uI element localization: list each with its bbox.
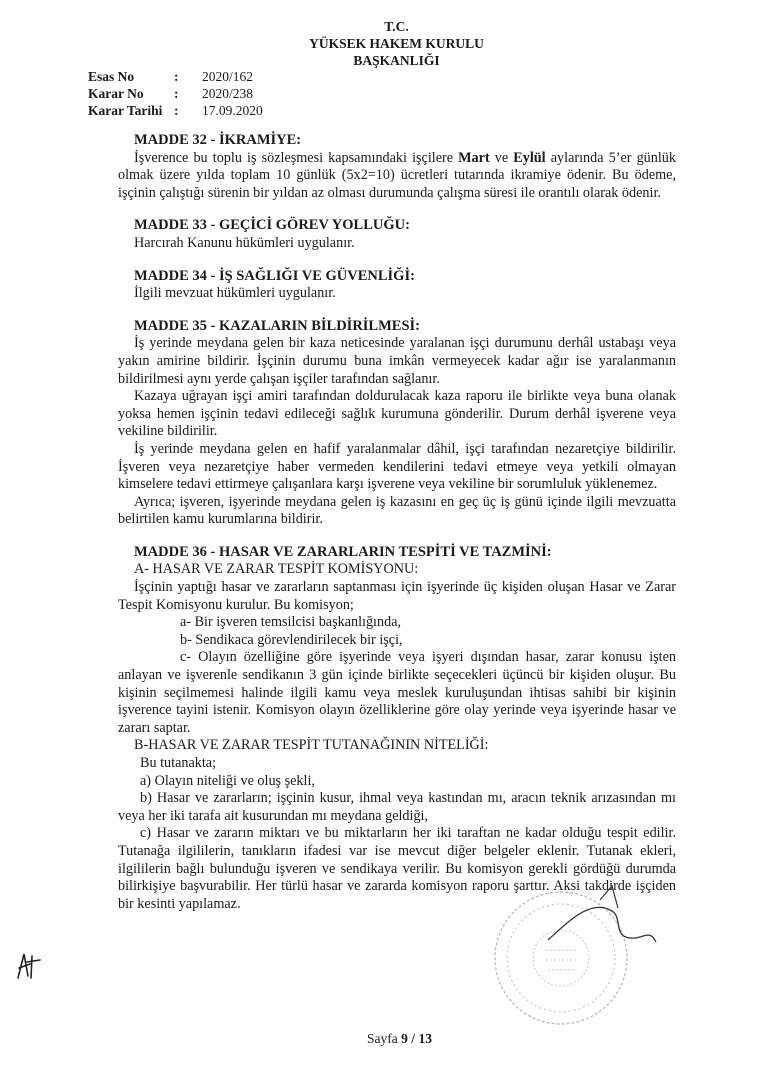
text-run: İşverence bu toplu iş sözleşmesi kapsamındaki işçilere bbox=[134, 149, 459, 166]
article-35-paragraph-1: İş yerinde meydana gelen bir kaza neticesinde yaralanan işçi durumunu derhâl ustabaşı veya yakın amirine bildirir. İşçinin durumu buna imkân vermeyecek kadar ağır ise yaralanmanın bildirilmesi aynı yerde çalışan işçiler tarafından sağlanır. bbox=[118, 335, 676, 387]
article-34-text: İlgili mevzuat hükümleri uygulanır. bbox=[134, 285, 336, 302]
article-32-title: MADDE 32 - İKRAMİYE: bbox=[134, 132, 302, 148]
article-34-title: MADDE 34 - İŞ SAĞLIĞI VE GÜVENLİĞİ: bbox=[134, 267, 415, 284]
text-run-bold: Mart bbox=[458, 149, 490, 166]
page-label: Sayfa bbox=[367, 1031, 402, 1046]
article-35-paragraph-4: Ayrıca; işveren, işyerinde meydana gelen iş kazasını en geç üç iş günü içinde ilgili mevzuatta belirtilen kamu kurumlarına bildirir. bbox=[118, 493, 676, 528]
article-36-subtitle-b: B-HASAR VE ZARAR TESPİT TUTANAĞININ NİTELİĞİ: bbox=[134, 737, 489, 754]
page-separator: / bbox=[407, 1031, 419, 1046]
meta-label: Esas No bbox=[88, 69, 135, 84]
article-36-list-c: c) Hasar ve zararın miktarı ve bu miktarların her iki taraftan ne kadar olduğu tespit edilir. Tutanağa ilgililerin, tanıkların ifadesi var ise mevcut diğer belgeler eklenir. Tutanak ekleri, ilgililerin bağlı bulunduğu işveren ve sendikaya verilir. Bu komisyon gerekli gördüğü durumda bilirkişiye başvurabilir. Her türlü hasar ve zararda komisyon raporu şarttır. Aksi takdirde işçiden bir kesinti yapılamaz. bbox=[118, 825, 676, 912]
meta-label: Karar No bbox=[88, 86, 144, 101]
article-35-title: MADDE 35 - KAZALARIN BİLDİRİLMESİ: bbox=[134, 317, 420, 334]
meta-colon: : bbox=[174, 69, 179, 84]
meta-label: Karar Tarihi bbox=[88, 103, 163, 118]
article-35-paragraph-3: İş yerinde meydana gelen en hafif yaralanmalar dâhil, işçi tarafından nezaretçiye bildirilir. İşveren veya nezaretçiye haber vermeden kendilerini tedavi etmeye veya yetkili olmayan kimselere tedavi ettirmeye çalışanlara karşı işverene veya vekiline bir sorumluluk yüklenemez. bbox=[118, 440, 676, 493]
initials-signature-icon bbox=[14, 948, 44, 982]
article-32-text bbox=[118, 150, 676, 203]
handwritten-signature-icon bbox=[540, 880, 660, 960]
article-36-list-a: a) Olayın niteliği ve oluş şekli, bbox=[140, 772, 315, 789]
article-33-title: MADDE 33 - GEÇİCİ GÖREV YOLLUĞU: bbox=[134, 217, 410, 234]
header-line-office: BAŞKANLIĞI bbox=[353, 53, 440, 68]
article-36-item-b: b- Sendikaca görevlendirilecek bir işçi, bbox=[180, 631, 403, 648]
meta-row-karar bbox=[88, 85, 263, 102]
article-33-text: Harcırah Kanunu hükümleri uygulanır. bbox=[134, 234, 355, 251]
article-36-title: MADDE 36 - HASAR VE ZARARLARIN TESPİTİ VE TAZMİNİ: bbox=[134, 543, 552, 560]
text-run: aylarında 5’er günlük olmak üzere yılda toplam 10 günlük (5x2=10) ücretleri tutarında ikramiye ödenir. Bu ödeme, işçinin çalıştığı sürenin bir yıldan az olması durumunda çalışma süresi ile orantılı olarak ödenir. bbox=[118, 149, 676, 201]
case-meta bbox=[88, 68, 263, 119]
article-36-list-b: b) Hasar ve zararların; işçinin kusur, ihmal veya kastından mı, aracın teknik arızasından mı veya her iki tarafa ait kusurundan mı meydana geldiği, bbox=[118, 790, 676, 824]
header-line-institution: YÜKSEK HAKEM KURULU bbox=[309, 36, 484, 51]
meta-row-tarih bbox=[88, 102, 263, 119]
page-current: 9 bbox=[401, 1031, 408, 1046]
article-35-paragraph-2: Kazaya uğrayan işçi amiri tarafından doldurulacak kaza raporu ile birlikte veya buna olanak yoksa hemen işçinin tedavi edileceği sağlık kurumuna gönderilir. Durum derhâl işverene veya vekiline bildirilir. bbox=[118, 388, 676, 440]
header-line-tc: T.C. bbox=[384, 19, 409, 34]
text-run: ve bbox=[489, 149, 514, 166]
article-36-item-c: c- Olayın özelliğine göre işyerinde veya işyeri dışından hasar, zarar konusu işten anlayan ve işverenle sendikanın 3 gün içinde birlikte seçecekleri üçüncü bir kişiden oluşur. Bu kişinin seçilmemesi halinde ilgili kamu veya meslek kuruluşundan ihtisas sahibi bir kişinin işverence tayini istenir. Komisyon olayın özelliklerine göre olay yerinde veya işyerinde hasar ve zararı saptar. bbox=[118, 649, 676, 736]
meta-row-esas bbox=[88, 68, 263, 85]
document-body bbox=[118, 132, 676, 913]
article-36-paragraph-1: İşçinin yaptığı hasar ve zararların saptanması için işyerinde üç kişiden oluşan Hasar ve Zarar Tespit Komisyonu kurulur. Bu komisyon; bbox=[118, 579, 676, 613]
text-run-bold: Eylül bbox=[513, 149, 546, 166]
article-36-item-a: a- Bir işveren temsilcisi başkanlığında, bbox=[180, 614, 402, 631]
article-36-intro: Bu tutanakta; bbox=[140, 755, 217, 771]
meta-value: 2020/162 bbox=[202, 69, 254, 84]
meta-colon: : bbox=[174, 103, 179, 118]
article-36-subtitle-a: A- HASAR VE ZARAR TESPİT KOMİSYONU: bbox=[134, 561, 419, 578]
meta-colon: : bbox=[174, 86, 179, 101]
page-footer bbox=[0, 1030, 763, 1048]
meta-value: 2020/238 bbox=[202, 86, 254, 101]
meta-value: 17.09.2020 bbox=[202, 103, 263, 118]
page-total: 13 bbox=[418, 1031, 432, 1046]
document-header bbox=[0, 18, 763, 69]
